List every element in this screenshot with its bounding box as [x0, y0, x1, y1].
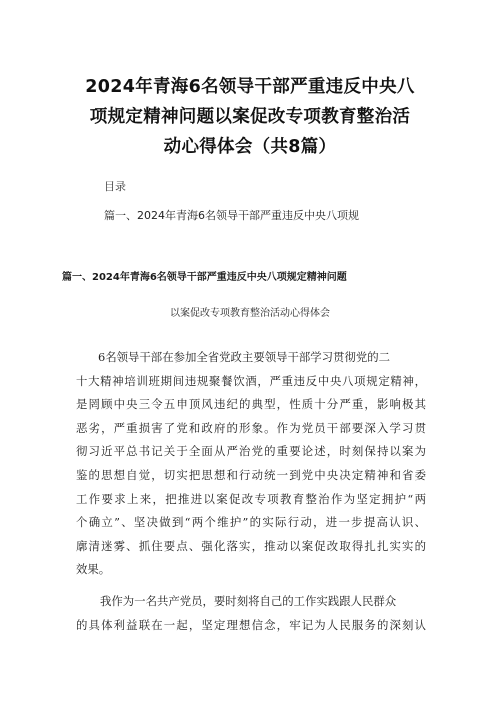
paragraph-line: 鉴的思想自觉，切实把思想和行动统一到党中央决定精神和省委	[76, 467, 426, 482]
body-paragraph	[76, 590, 426, 637]
paragraph-line: 个确立”、坚决做到“两个维护”的实际行动，进一步提高认识、	[76, 515, 426, 530]
paragraph-line: 效果。	[76, 562, 111, 577]
paragraph-line: 廓清迷雾、抓住要点、强化落实，推动以案促改取得扎扎实实的	[76, 538, 426, 553]
body-paragraph	[76, 346, 426, 582]
toc-label: 目录	[104, 180, 126, 193]
section-heading: 篇一、2024年青海6名领导干部严重违反中央八项规定精神问题	[62, 272, 347, 283]
paragraph-line: 工作要求上来，把推进以案促改专项教育整治作为坚定拥护“两	[76, 491, 426, 506]
title-line: 动心得体会（共8篇）	[163, 137, 337, 157]
title-line: 2024年青海6名领导干部严重违反中央八	[85, 77, 415, 97]
document-title	[70, 72, 430, 162]
paragraph-line: 彻习近平总书记关于全面从严治党的重要论述，时刻保持以案为	[76, 444, 426, 459]
toc-item[interactable]: 篇一、2024年青海6名领导干部严重违反中央八项规	[104, 209, 359, 222]
paragraph-line: 6名领导干部在参加全省党政主要领导干部学习贯彻党的二	[98, 350, 391, 364]
paragraph-line: 恶劣，严重损害了党和政府的形象。作为党员干部要深入学习贯	[76, 420, 426, 435]
paragraph-line: 是罔顾中央三令五申顶风违纪的典型，性质十分严重，影响极其	[76, 397, 426, 412]
title-line: 项规定精神问题以案促改专项教育整治活	[89, 107, 411, 127]
paragraph-line: 我作为一名共产党员，要时刻将自己的工作实践跟人民群众	[100, 594, 397, 608]
section-subheading: 以案促改专项教育整治活动心得体会	[170, 308, 330, 319]
paragraph-line: 的具体利益联在一起，坚定理想信念，牢记为人民服务的深刻认	[76, 617, 426, 632]
paragraph-line: 十大精神培训班期间违规聚餐饮酒，严重违反中央八项规定精神，	[76, 373, 426, 388]
